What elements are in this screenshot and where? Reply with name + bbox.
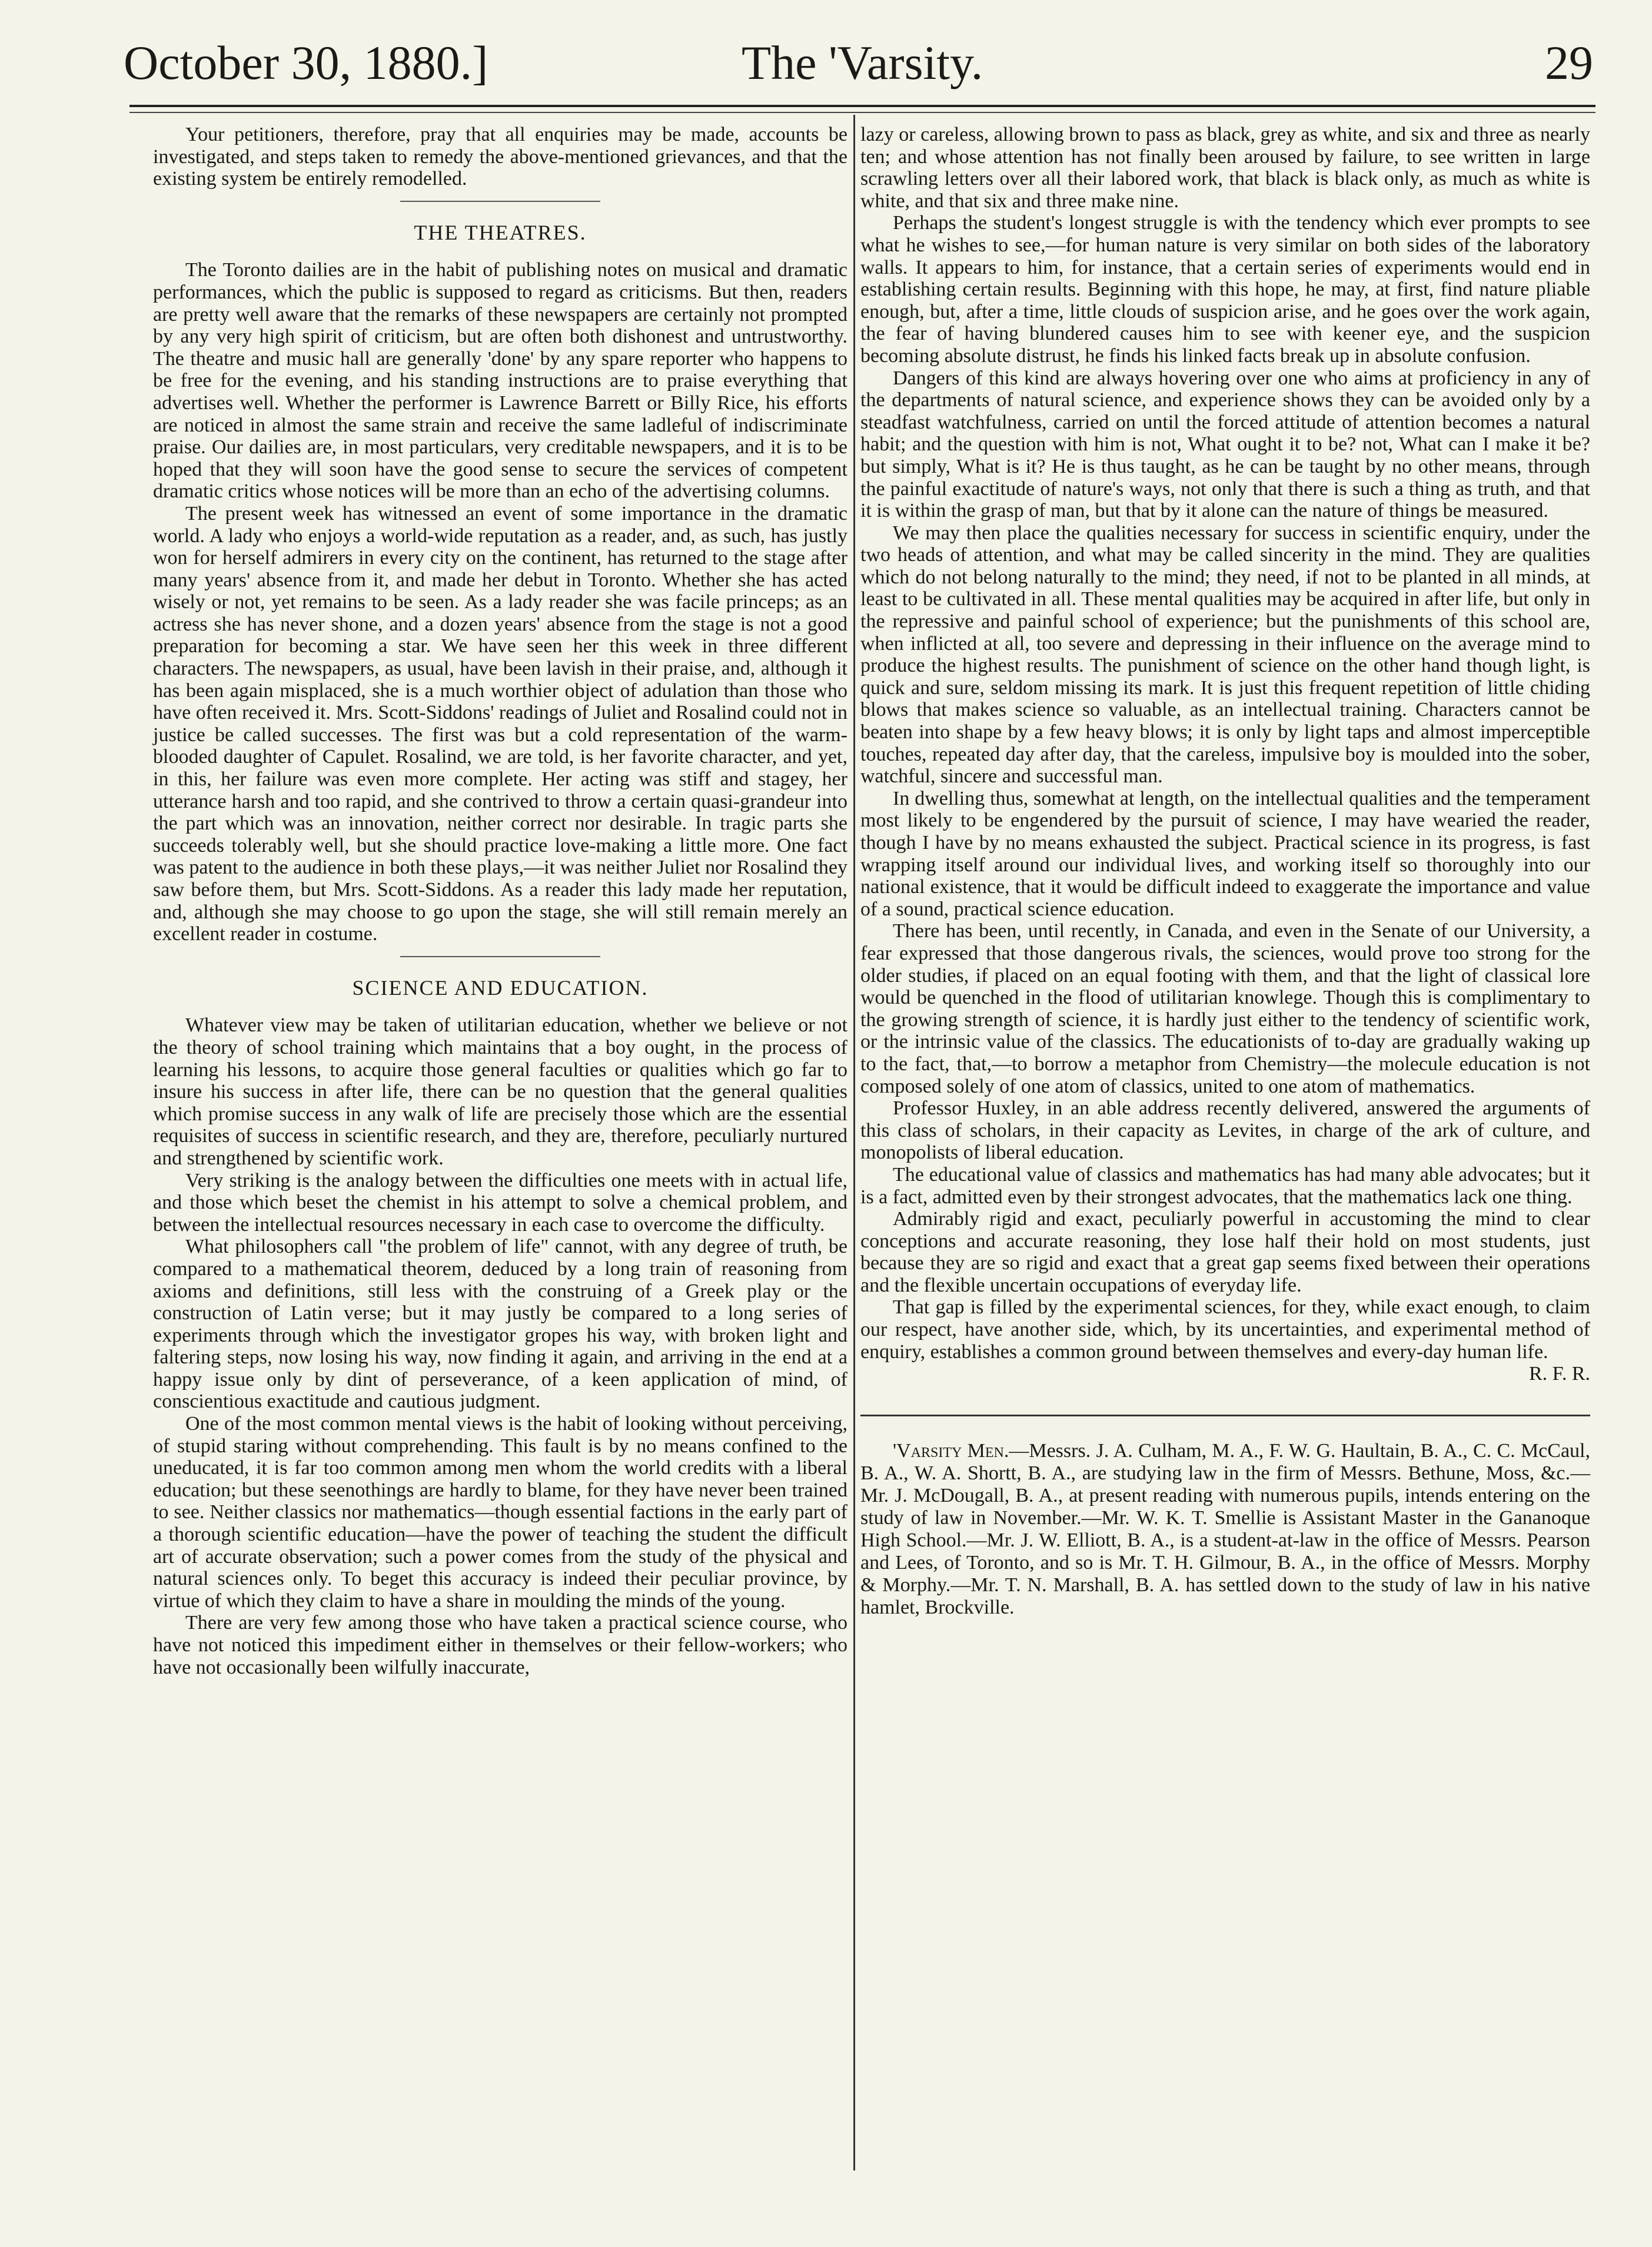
science-heading: SCIENCE AND EDUCATION. — [352, 975, 649, 1000]
science-paragraph: The educational value of classics and mathematics has had many able advocates; but it is a fact, admitted even by their strongest advocates, that the mathematics lack one thing. — [860, 1163, 1590, 1208]
science-paragraph: Admirably rigid and exact, peculiarly powerful in accustoming the mind to clear conceptions and accurate reasoning, they lose half their hold on most students, just because they are so rigid and exact that a great gap seems fixed between their operations and the flexible uncertain occupations of everyday life. — [860, 1208, 1590, 1296]
article-signature: R. F. R. — [1528, 1363, 1590, 1385]
science-paragraph: There has been, until recently, in Canada, and even in the Senate of our University, a fear expressed that those dangerous rivals, the sciences, would prove too strong for the older studies, if placed on an equal footing with them, and that the light of classical lore would be quenched in the flood of utilitarian knowlege. Though this is complimentary to the growing strength of science, it is hardly just either to the tendency of scientific work, or the intrinsic value of the classics. The educationists of to-day are gradually waking up to the fact, that,—to borrow a metaphor from Chemistry—the molecule education is not composed solely of one atom of classics, united to one atom of mathematics. — [860, 920, 1590, 1097]
science-paragraph: In dwelling thus, somewhat at length, on the intellectual qualities and the temperament most likely to be engendered by the pursuit of science, I may have wearied the reader, though I have by no means exhausted the subject. Practical science in its progress, is fast wrapping itself around our individual lives, and working itself so thoroughly into our national existence, that it would be difficult indeed to exaggerate the importance and value of a sound, practical science education. — [860, 787, 1590, 920]
varsity-men-text: —Messrs. J. A. Culham, M. A., F. W. G. Haultain, B. A., C. C. McCaul, B. A., W. A. Shortt, B. A., are studying law in the firm of Messrs. Bethune, Moss, &c.—Mr. J. McDougall, B. A., at present reading with numerous pupils, intends entering on the study of law in November.—Mr. W. K. T. Smellie is Assistant Master in the Gananoque High School.—Mr. J. W. Elliott, B. A., is a student-at-law in the office of Messrs. Pearson and Lees, of Toronto, and so is Mr. T. H. Gilmour, B. A., in the office of Messrs. Morphy & Morphy.—Mr. T. N. Marshall, B. A. has settled down to the study of law in his native hamlet, Brockville. — [860, 1439, 1590, 1618]
science-paragraph: Whatever view may be taken of utilitarian education, whether we believe or not the theory of school training which maintains that a boy ought, in the process of learning his lessons, to acquire those general faculties or qualities which go far to insure his success in after life, there can be no question that the general qualities which promise success in any walk of life are precisely those which are the essential requisites of success in scientific research, and they are, therefore, peculiarly nurtured and strengthened by scientific work. — [153, 1014, 847, 1169]
header-title: The 'Varsity. — [742, 36, 983, 89]
petition-closing-paragraph: Your petitioners, therefore, pray that all enquiries may be made, accounts be investigated, and steps taken to remedy the above-mentioned grievances, and that the existing system be entirely remodelled. — [153, 124, 847, 190]
section-divider — [400, 201, 600, 202]
column-divider — [853, 115, 855, 2170]
science-paragraph: Very striking is the analogy between the difficulties one meets with in actual life, and those which beset the chemist in his attempt to solve a chemical problem, and between the intellectual resources necessary in each case to overcome the difficulty. — [153, 1169, 847, 1236]
header-rule — [129, 105, 1596, 113]
theatres-heading: THE THEATRES. — [414, 220, 587, 244]
theatres-paragraph: The Toronto dailies are in the habit of publishing notes on musical and dramatic performances, which the public is supposed to regard as criticisms. But then, readers are pretty well aware that the remarks of these newspapers are certainly not prompted by any very high spirit of criticism, but are often both dishonest and untrustworthy. The theatre and music hall are generally 'done' by any spare reporter who happens to be free for the evening, and his standing instructions are to praise everything that advertises well. Whether the performer is Lawrence Barrett or Billy Rice, his efforts are noticed in almost the same strain and receive the same ladleful of indiscriminate praise. Our dailies are, in most particulars, very creditable newspapers, and it is to be hoped that they will soon have the good sense to secure the services of competent dramatic critics whose notices will be more than an echo of the advertising columns. — [153, 259, 847, 503]
left-column — [153, 124, 847, 2170]
header-page-number: 29 — [1545, 36, 1593, 89]
varsity-men-label: 'Varsity Men. — [893, 1439, 1009, 1462]
theatres-paragraph: The present week has witnessed an event of some importance in the dramatic world. A lady who enjoys a world-wide reputation as a reader, and, as such, has justly won for herself admirers in every city on the continent, has returned to the stage after many years' absence from it, and made her debut in Toronto. Whether she has acted wisely or not, yet remains to be seen. As a lady reader she was facile princeps; as an actress she has never shone, and a dozen years' absence from the stage is not a good preparation for becoming a star. We have seen her this week in three different characters. The newspapers, as usual, have been lavish in their praise, and, although it has been again misplaced, she is a much worthier object of adulation than those who have often received it. Mrs. Scott-Siddons' readings of Juliet and Rosalind could not in justice be called successes. The first was but a cold representation of the warm-blooded daughter of Capulet. Rosalind, we are told, is her favorite character, and yet, in this, her failure was even more complete. Her acting was stiff and stagey, her utterance harsh and too rapid, and she contrived to throw a certain quasi-grandeur into the part which was an innovation, neither correct nor desirable. In tragic parts she succeeds tolerably well, but she should practice love-making a little more. One fact was patent to the audience in both these plays,—it was neither Juliet nor Rosalind they saw before them, but Mrs. Scott-Siddons. As a reader this lady made her reputation, and, although she may choose to go upon the stage, she will still remain merely an excellent reader in costume. — [153, 502, 847, 945]
science-paragraph: There are very few among those who have taken a practical science course, who have not noticed this impediment either in themselves or their fellow-workers; who have not occasionally been wilfully inaccurate, — [153, 1612, 847, 1678]
section-divider — [860, 1415, 1590, 1416]
science-paragraph: Dangers of this kind are always hovering over one who aims at proficiency in any of the departments of natural science, and experience shows they can be avoided only by a steadfast watchfulness, carried on until the forced attitude of attention becomes a natural habit; and the question with him is not, What ought it to be? not, What can I make it be? but simply, What is it? He is thus taught, as he can be taught by no other means, through the painful exactitude of nature's ways, not only that there is such a thing as truth, and that it is within the grasp of man, but that by it alone can the nature of things be measured. — [860, 367, 1590, 522]
science-continued-paragraph: lazy or careless, allowing brown to pass as black, grey as white, and six and three as nearly ten; and whose attention has not finally been aroused by failure, to see written in large scrawling letters over all their labored work, that black is black only, as much as white is white, and that six and three make nine. — [860, 124, 1590, 212]
science-paragraph: Perhaps the student's longest struggle is with the tendency which ever prompts to see what he wishes to see,—for human nature is very similar on both sides of the laboratory walls. It appears to him, for instance, that a certain series of experiments would end in establishing certain results. Beginning with this hope, he may, at first, find nature pliable enough, but, after a time, little clouds of suspicion arise, and he goes over the work again, the fear of having blundered causes him to see with keener eye, and the suspicion becoming absolute distrust, he finds his linked facts break up in absolute confusion. — [860, 212, 1590, 367]
section-divider — [400, 956, 600, 957]
header-date: October 30, 1880.] — [124, 36, 488, 89]
science-paragraph: One of the most common mental views is the habit of looking without perceiving, of stupid staring without comprehending. This fault is by no means confined to the uneducated, it is far too common among men whom the world credits with a liberal education; but these seenothings are hardly to blame, for they have never been trained to see. Neither classics nor mathematics—though essential factions in the early part of a thorough scientific education—have the power of teaching the student the difficult art of accurate observation; such a power comes from the study of the physical and natural sciences only. To beget this accuracy is indeed their peculiar province, by virtue of which they claim to have a share in moulding the minds of the young. — [153, 1413, 847, 1612]
right-column — [860, 124, 1590, 2170]
science-paragraph: We may then place the qualities necessary for success in scientific enquiry, under the two heads of attention, and what may be called sincerity in the mind. They are qualities which do not belong naturally to the mind; they need, if not to be planted in all minds, at least to be cultivated in all. These mental qualities may be acquired in after life, but only in the repressive and painful school of experience; but the punishments of this school are, when inflicted at all, too severe and depressing in their influence on the average mind to produce the highest results. The punishment of science on the other hand though light, is quick and sure, seldom missing its mark. It is just this frequent repetition of little chiding blows that makes science so valuable, as an intellectual training. Characters cannot be beaten into shape by a few heavy blows; it is only by light taps and almost imperceptible touches, repeated day after day, that the careless, impulsive boy is moulded into the sober, watchful, sincere and successful man. — [860, 522, 1590, 788]
science-paragraph: That gap is filled by the experimental sciences, for they, while exact enough, to claim our respect, have another side, which, by its uncertainties, and experimental method of enquiry, establishes a common ground between themselves and every-day human life. — [860, 1296, 1590, 1363]
science-paragraph: Professor Huxley, in an able address recently delivered, answered the arguments of this class of scholars, in their capacity as Levites, in charge of the ark of culture, and monopolists of liberal education. — [860, 1097, 1590, 1164]
science-paragraph: What philosophers call "the problem of life" cannot, with any degree of truth, be compared to a mathematical theorem, deduced by a long train of reasoning from axioms and definitions, still less with the construing of a Greek play or the construction of Latin verse; but it may justly be compared to a long series of experiments through which the investigator gropes his way, with broken light and faltering steps, now losing his way, now finding it again, and arriving in the end at a happy issue only by dint of perseverance, of a keen application of mind, of conscientious exactitude and cautious judgment. — [153, 1236, 847, 1413]
varsity-men-paragraph — [860, 1440, 1590, 1619]
